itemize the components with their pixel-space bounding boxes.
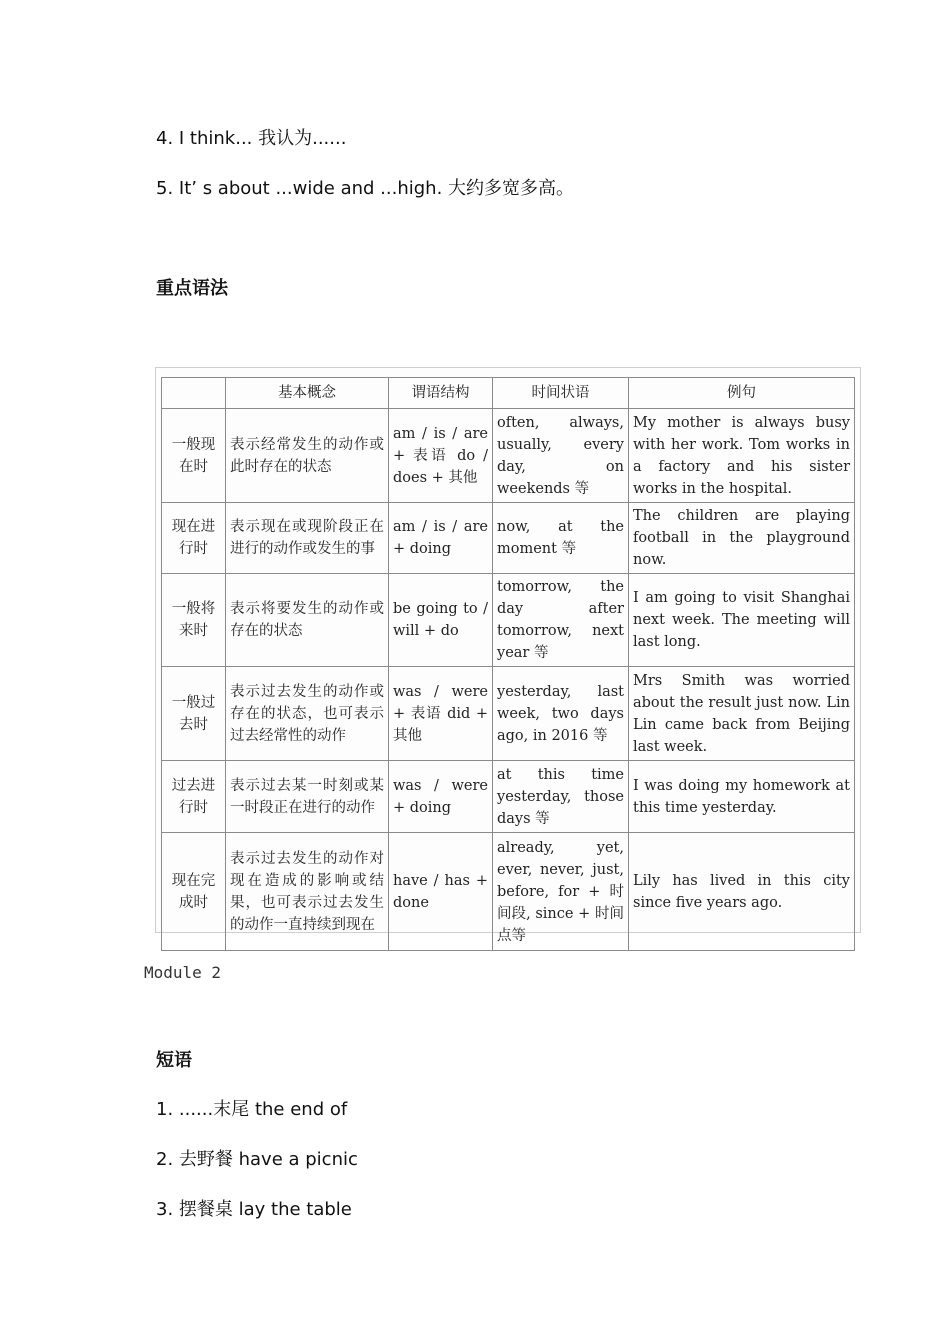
header-cell-examples: 例句 [629, 378, 855, 409]
header-cell-blank [162, 378, 226, 409]
phrase-item-5: 5. It’ s about ...wide and ...high. 大约多宽多高。 [156, 178, 575, 199]
examples-cell: Lily has lived in this city since five years ago. [629, 833, 855, 951]
table-row [162, 761, 855, 833]
grammar-table-image [155, 367, 861, 944]
grammar-heading: 重点语法 [156, 278, 228, 299]
header-cell-concept: 基本概念 [226, 378, 389, 409]
concept-cell: 表示现在或现阶段正在进行的动作或发生的事 [226, 503, 389, 574]
tense-cell: 一般过去时 [162, 667, 226, 761]
structure-cell: was / were + 表语 did + 其他 [389, 667, 493, 761]
adverbials-cell: at this time yesterday, those days 等 [493, 761, 629, 833]
table-row [162, 667, 855, 761]
structure-cell: am / is / are + 表语 do / does + 其他 [389, 409, 493, 503]
adverbials-cell: yesterday, last week, two days ago, in 2016 等 [493, 667, 629, 761]
table-header-row [162, 378, 855, 409]
adverbials-cell: often, always, usually, every day, on weekends 等 [493, 409, 629, 503]
structure-cell: be going to / will + do [389, 574, 493, 667]
adverbials-cell: tomorrow, the day after tomorrow, next year 等 [493, 574, 629, 667]
tense-cell: 一般将来时 [162, 574, 226, 667]
phrases-heading: 短语 [156, 1050, 192, 1071]
examples-cell: My mother is always busy with her work. Tom works in a factory and his sister works in the hospital. [629, 409, 855, 503]
adverbials-cell: now, at the moment 等 [493, 503, 629, 574]
header-cell-structure: 谓语结构 [389, 378, 493, 409]
header-cell-adverbials: 时间状语 [493, 378, 629, 409]
tense-cell: 现在完成时 [162, 833, 226, 951]
concept-cell: 表示经常发生的动作或此时存在的状态 [226, 409, 389, 503]
concept-cell: 表示过去发生的动作或存在的状态，也可表示过去经常性的动作 [226, 667, 389, 761]
table-row [162, 833, 855, 951]
examples-cell: I was doing my homework at this time yesterday. [629, 761, 855, 833]
tense-cell: 现在进行时 [162, 503, 226, 574]
phrase-item-4: 4. I think... 我认为...... [156, 128, 347, 149]
examples-cell: I am going to visit Shanghai next week. The meeting will last long. [629, 574, 855, 667]
phrase-item-3: 3. 摆餐桌 lay the table [156, 1199, 352, 1220]
table-row [162, 409, 855, 503]
examples-cell: Mrs Smith was worried about the result just now. Lin Lin came back from Beijing last week. [629, 667, 855, 761]
structure-cell: am / is / are + doing [389, 503, 493, 574]
phrase-item-2: 2. 去野餐 have a picnic [156, 1149, 358, 1170]
module-label: Module 2 [144, 963, 222, 982]
tense-cell: 过去进行时 [162, 761, 226, 833]
concept-cell: 表示过去某一时刻或某一时段正在进行的动作 [226, 761, 389, 833]
concept-cell: 表示将要发生的动作或存在的状态 [226, 574, 389, 667]
tense-cell: 一般现在时 [162, 409, 226, 503]
structure-cell: have / has + done [389, 833, 493, 951]
adverbials-cell: already, yet, ever, never, just, before, for + 时间段, since + 时间点等 [493, 833, 629, 951]
structure-cell: was / were + doing [389, 761, 493, 833]
table-row [162, 503, 855, 574]
table-row [162, 574, 855, 667]
phrase-item-1: 1. ......末尾 the end of [156, 1099, 348, 1120]
concept-cell: 表示过去发生的动作对现在造成的影响或结果，也可表示过去发生的动作一直持续到现在 [226, 833, 389, 951]
examples-cell: The children are playing football in the playground now. [629, 503, 855, 574]
grammar-table [161, 377, 855, 951]
